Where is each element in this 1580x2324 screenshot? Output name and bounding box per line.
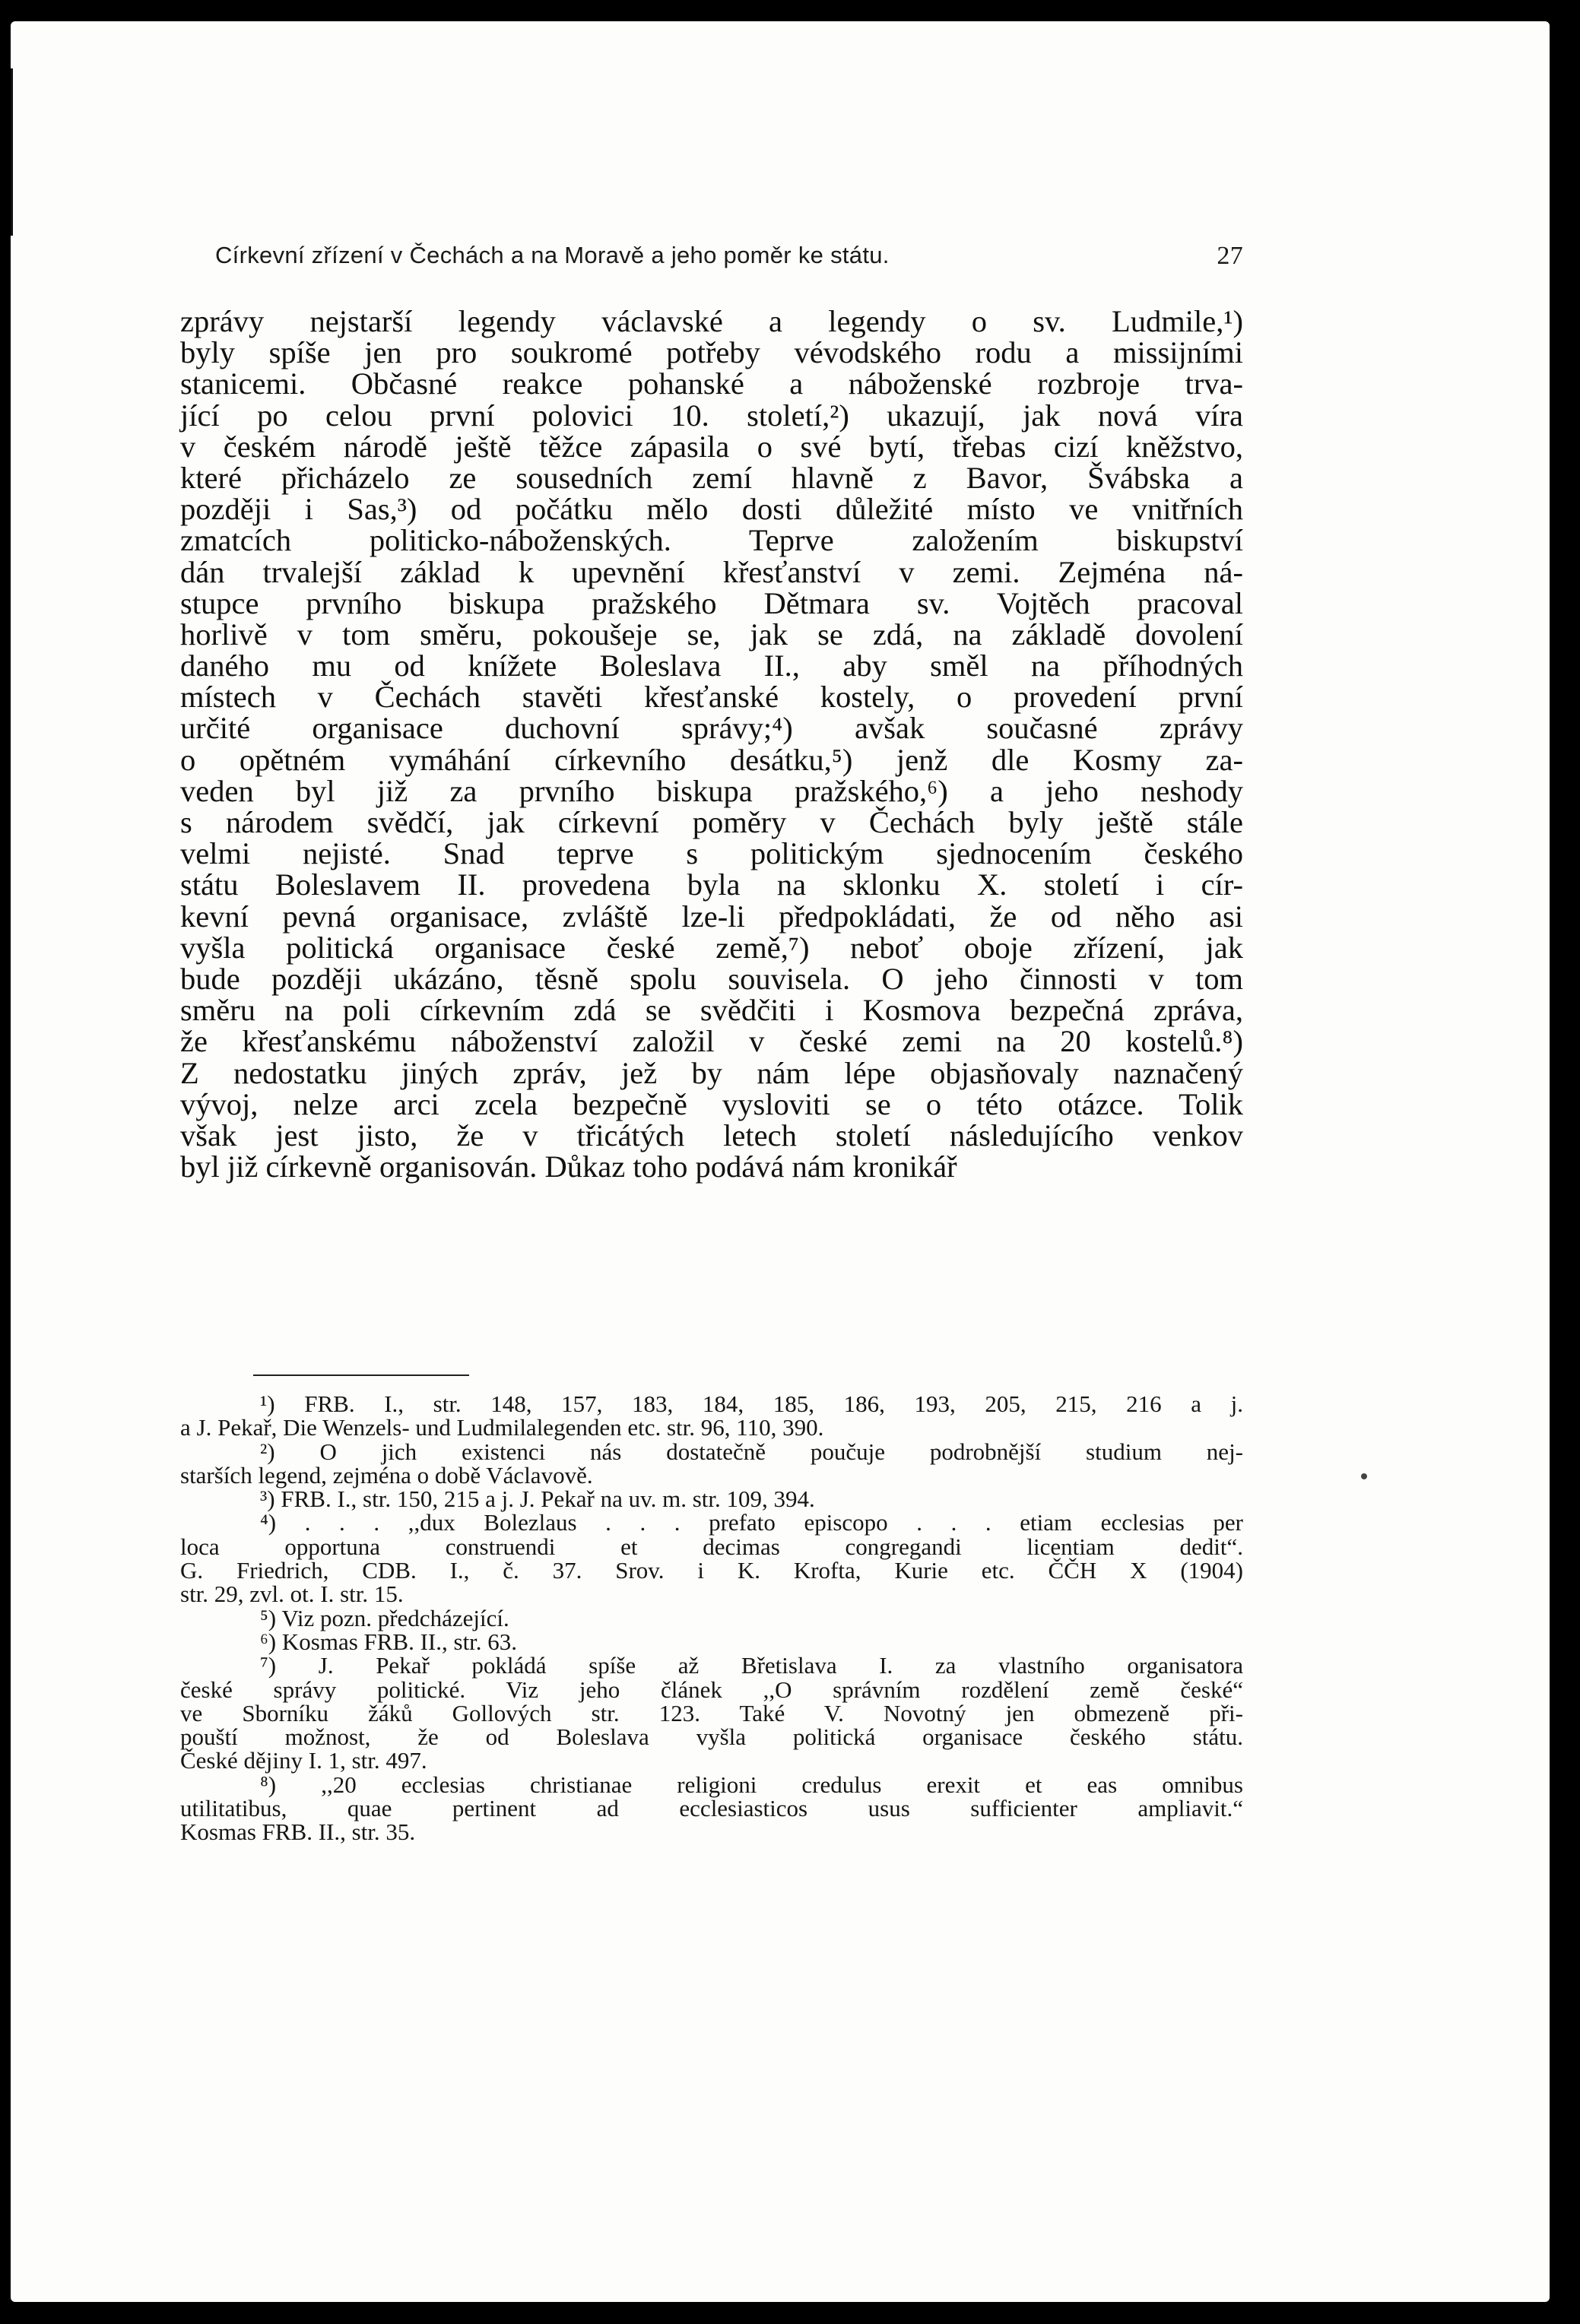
page-number: 27 [1217, 242, 1243, 270]
text-line: Z nedostatku jiných zpráv, jež by nám lépe objasňovaly naznačený [180, 1055, 1243, 1090]
text-line: s národem svědčí, jak církevní poměry v Čechách byly ještě stále [180, 805, 1243, 839]
text-line: později i Sas,³) od počátku mělo dosti důležité místo ve vnitřních [180, 492, 1243, 527]
footnote-line: a J. Pekař, Die Wenzels- und Ludmilalegenden etc. str. 96, 110, 390. [180, 1414, 824, 1441]
main-text [180, 306, 1243, 1182]
text-line: kevní pevná organisace, zvláště lze-li předpokládati, že od něho asi [180, 899, 1243, 934]
text-line: však jest jisto, že v třicátých letech století následujícího venkov [180, 1118, 1243, 1152]
footnote-line: ve Sborníku žáků Gollových str. 123. Také V. Novotný jen obmezeně při- [180, 1699, 1243, 1726]
text-line: stupce prvního biskupa pražského Dětmara sv. Vojtěch pracoval [180, 585, 1243, 620]
text-line: státu Boleslavem II. provedena byla na sklonku X. století i cír- [180, 867, 1243, 902]
footnote-line: ³) FRB. I., str. 150, 215 a j. J. Pekař na uv. m. str. 109, 394. [260, 1485, 815, 1513]
footnote-rule [253, 1374, 469, 1376]
text-line: dán trvalejší základ k upevnění křesťanství v zemi. Zejména ná- [180, 554, 1243, 589]
footnote-line: starších legend, zejména o době Václavově. [180, 1461, 593, 1489]
footnote-line: ⁷) J. Pekař pokládá spíše až Břetislava I. za vlastního organisatora [260, 1652, 1243, 1679]
text-line: zprávy nejstarší legendy václavské a legendy o sv. Ludmile,¹) [180, 304, 1243, 338]
text-line: že křesťanskému náboženství založil v české zemi na 20 kostelů.⁸) [180, 1024, 1243, 1059]
text-line: stanicemi. Občasné reakce pohanské a náboženské rozbroje trva- [180, 366, 1243, 401]
text-line: vyšla politická organisace české země,⁷) neboť oboje zřízení, jak [180, 930, 1243, 965]
text-line: zmatcích politicko-náboženských. Teprve založením biskupství [180, 523, 1243, 558]
footnote-line: pouští možnost, že od Boleslava vyšla politická organisace českého státu. [180, 1723, 1243, 1751]
footnote-line: ⁵) Viz pozn. předcházející. [260, 1604, 509, 1631]
running-head [215, 242, 1243, 269]
footnote-line: ⁶) Kosmas FRB. II., str. 63. [260, 1628, 518, 1655]
text-line: směru na poli církevním zdá se svědčiti i Kosmova bezpečná zpráva, [180, 993, 1243, 1028]
footnotes [180, 1392, 1243, 1844]
text-line: byl již církevně organisován. Důkaz toho podává nám kronikář [180, 1149, 957, 1184]
footnote-line: ⁴) . . . ,,dux Bolezlaus . . . prefato episcopo . . . etiam ecclesias per [260, 1509, 1243, 1536]
text-line: jící po celou první polovici 10. století,²) ukazují, jak nová víra [180, 398, 1243, 433]
text-line: místech v Čechách stavěti křesťanské kostely, o provedení první [180, 680, 1243, 715]
text-line: horlivě v tom směru, pokoušeje se, jak se zdá, na základě dovolení [180, 617, 1243, 652]
stray-dot [1361, 1473, 1367, 1479]
footnote-line: ⁸) ,,20 ecclesias christianae religioni credulus erexit et eas omnibus [260, 1771, 1243, 1798]
footnote-line: České dějiny I. 1, str. 497. [180, 1747, 427, 1774]
footnote-line: G. Friedrich, CDB. I., č. 37. Srov. i K. Krofta, Kurie etc. ČČH X (1904) [180, 1557, 1243, 1584]
text-line: určité organisace duchovní správy;⁴) avšak současné zprávy [180, 711, 1243, 746]
footnote-line: ²) O jich existenci nás dostatečně poučuje podrobnější studium nej- [260, 1438, 1243, 1465]
text-line: bude později ukázáno, těsně spolu souvisela. O jeho činnosti v tom [180, 961, 1243, 996]
footnote-line: ¹) FRB. I., str. 148, 157, 183, 184, 185, 186, 193, 205, 215, 216 a j. [260, 1390, 1243, 1417]
footnote-line: utilitatibus, quae pertinent ad ecclesiasticos usus sufficienter ampliavit.“ [180, 1795, 1243, 1822]
text-line: byly spíše jen pro soukromé potřeby vévodského rodu a missijními [180, 335, 1243, 370]
binding-edge-mark [11, 68, 13, 236]
text-line: které přicházelo ze sousedních zemí hlavně z Bavor, Švábska a [180, 460, 1243, 495]
text-line: velmi nejisté. Snad teprve s politickým sjednocením českého [180, 836, 1243, 871]
text-line: v českém národě ještě těžce zápasila o své bytí, třebas cizí kněžstvo, [180, 429, 1243, 464]
text-line: vývoj, nelze arci zcela bezpečně vysloviti se o této otázce. Tolik [180, 1086, 1243, 1121]
footnote-line: str. 29, zvl. ot. I. str. 15. [180, 1581, 404, 1608]
running-title: Církevní zřízení v Čechách a na Moravě a jeho poměr ke státu. [215, 242, 890, 268]
footnote-line: Kosmas FRB. II., str. 35. [180, 1818, 416, 1846]
text-line: daného mu od knížete Boleslava II., aby směl na příhodných [180, 648, 1243, 683]
footnote-line: české správy politické. Viz jeho článek ,,O správním rozdělení země české“ [180, 1676, 1243, 1703]
text-line: veden byl již za prvního biskupa pražského,⁶) a jeho neshody [180, 773, 1243, 808]
text-line: o opětném vymáhání církevního desátku,⁵) jenž dle Kosmy za- [180, 742, 1243, 777]
footnote-line: loca opportuna construendi et decimas congregandi licentiam dedit“. [180, 1533, 1243, 1560]
